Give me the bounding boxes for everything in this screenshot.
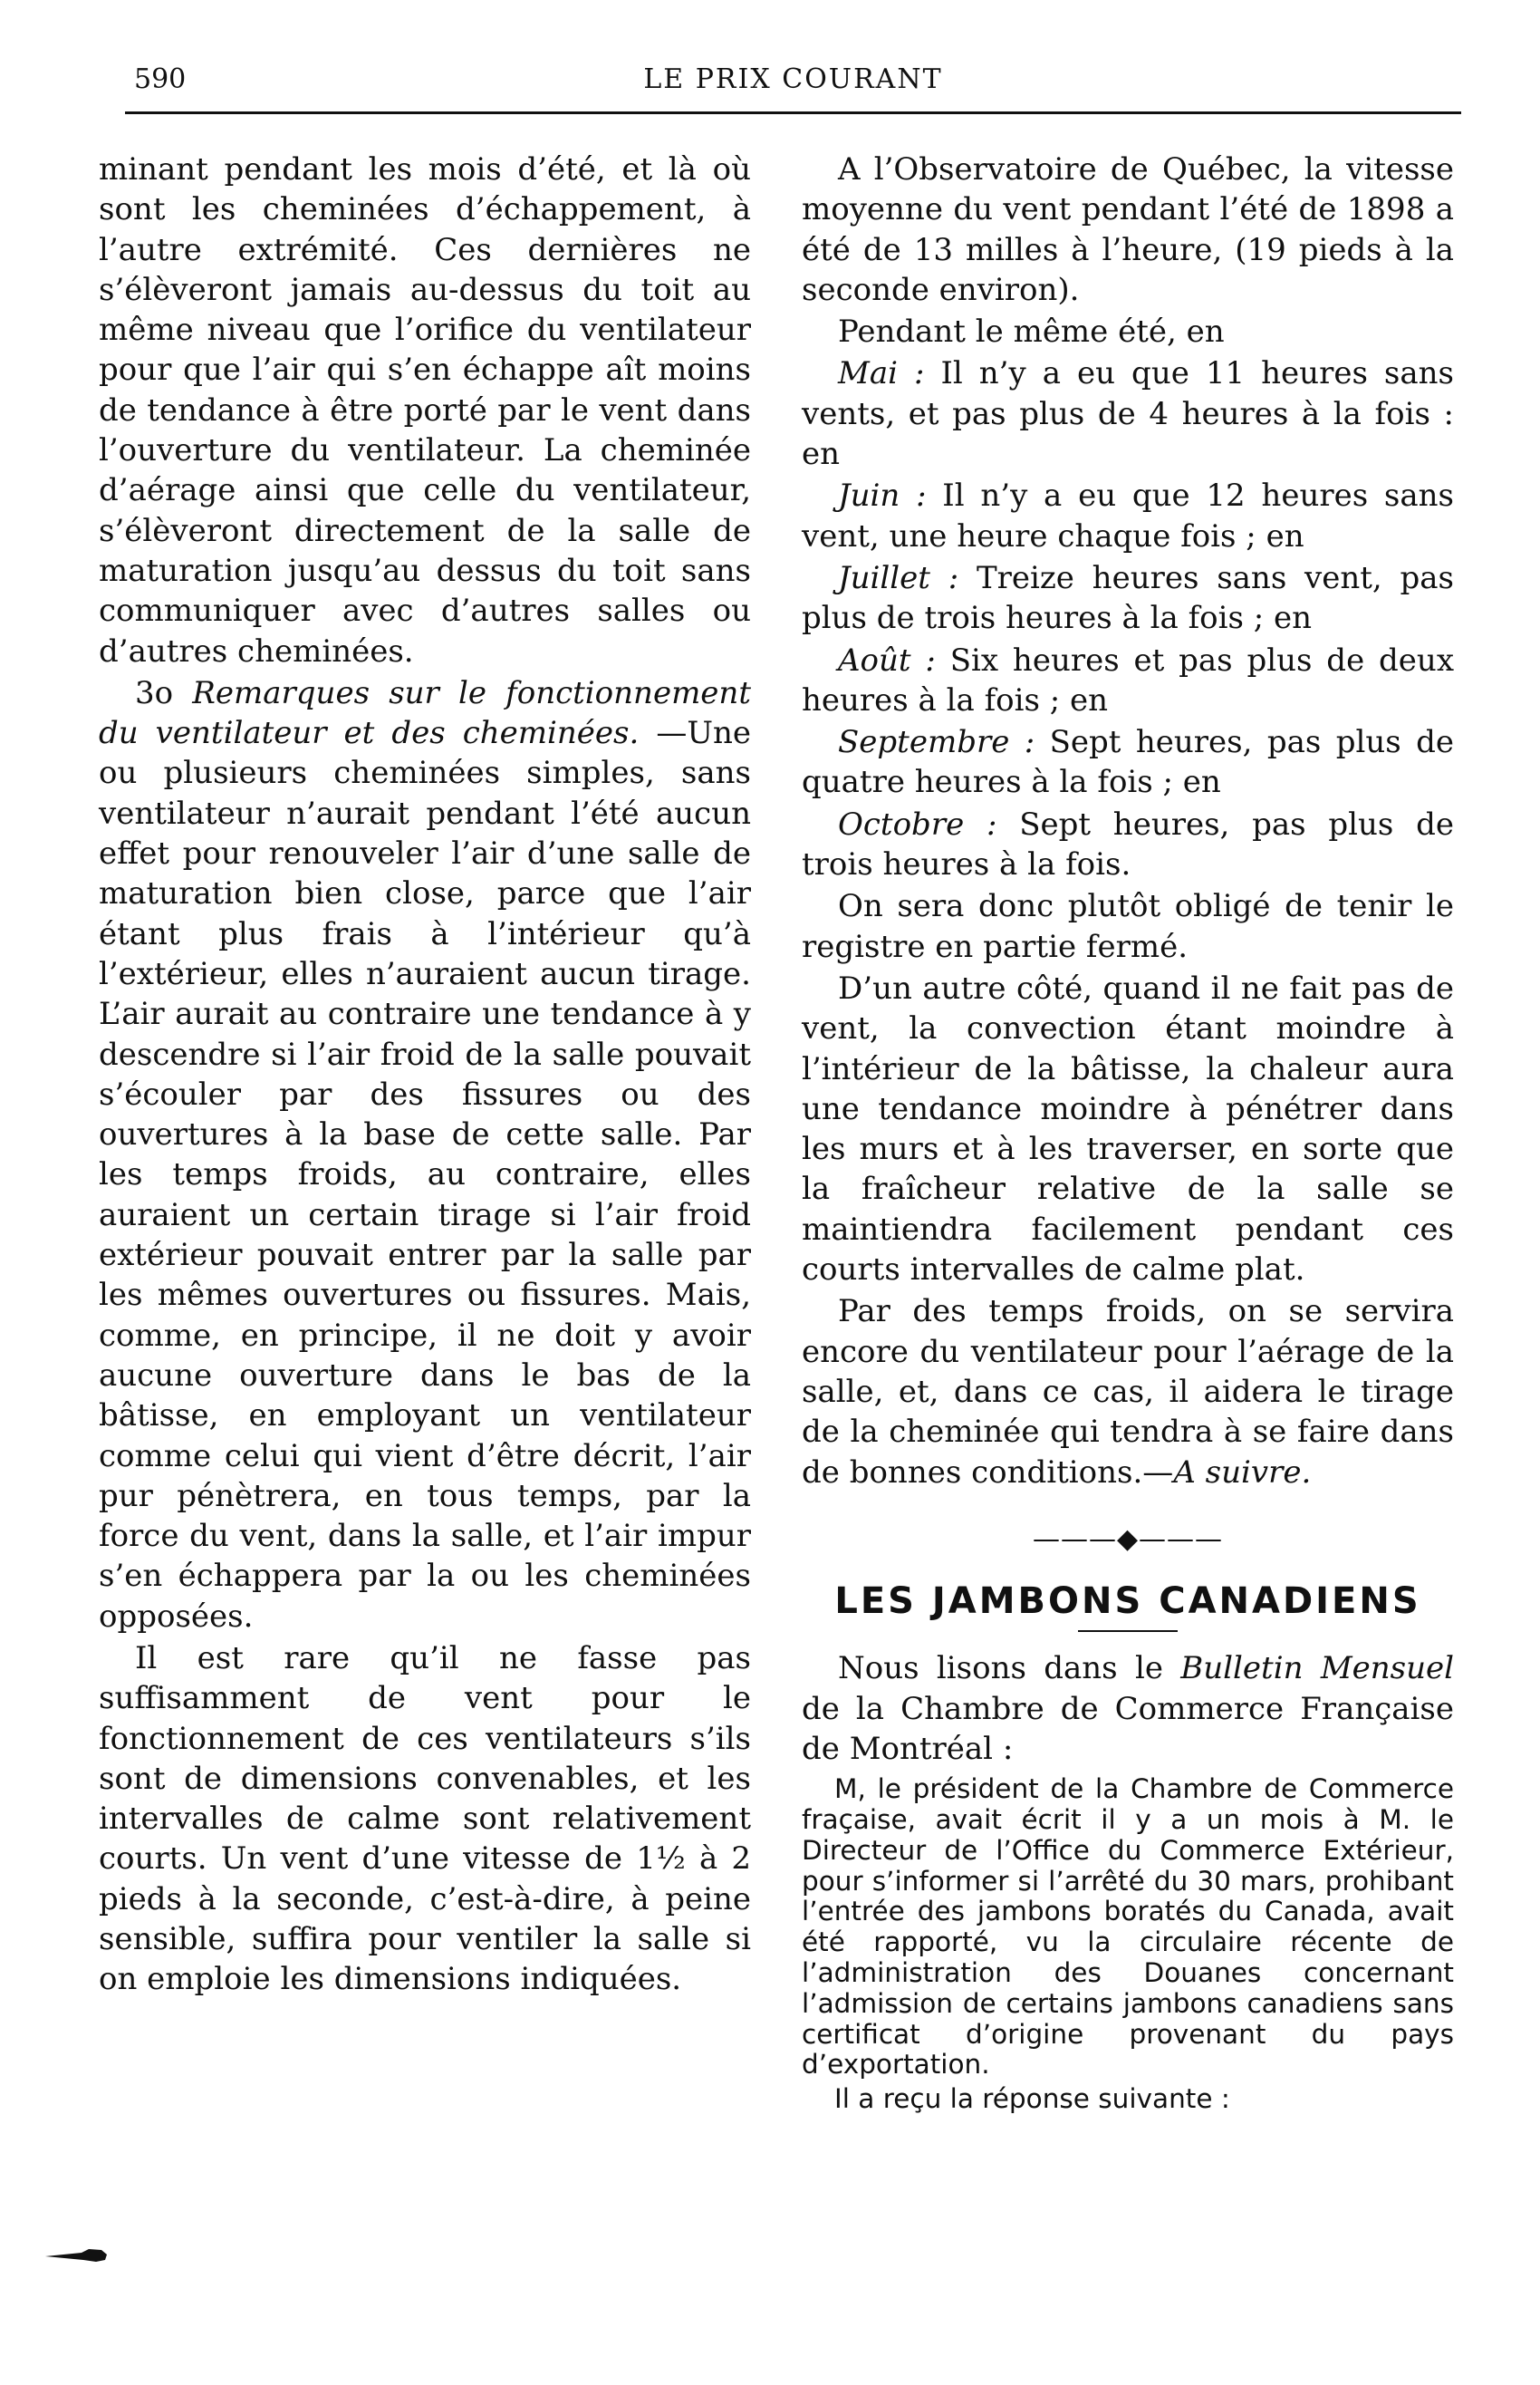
- month-name: Septembre :: [838, 724, 1035, 761]
- month-text: Il n’y a eu que 12 heures sans vent, une heure chaque fois ; en: [802, 478, 1455, 555]
- month-name: Juin :: [838, 478, 927, 515]
- intro-pre: Nous lisons dans le: [838, 1650, 1181, 1687]
- month-name: Août :: [838, 642, 936, 679]
- quoted-reply-intro: Il a reçu la réponse suivante :: [834, 2083, 1230, 2115]
- month-entry: [802, 558, 1454, 639]
- month-entry: [802, 641, 1454, 721]
- month-entry: [802, 805, 1454, 885]
- remarks-number: 3o: [135, 674, 193, 711]
- paragraph-same-summer: Pendant le même été, en: [838, 314, 1225, 351]
- remarks-heading: Remarques sur le fonctionnement du ventilateur et des cheminées.: [99, 674, 751, 752]
- paragraph-wind: Il est rare qu’il ne fasse pas suffisamment de vent pour le fonctionnement de ces ventilateurs s’ils sont de dimensions convenables, et les intervalles de calme sont relativement courts. Un vent d’une vitesse de 1½ à 2 pieds à la seconde, c’est-à-dire, à peine sensible, suffira pour ventiler la salle si on emploie les dimensions indiquées.: [99, 1639, 751, 1998]
- right-column: [802, 150, 1454, 2115]
- cold-weather-body: Par des temps froids, on se servira encore du ventilateur pour l’aérage de la salle, et, dans ce cas, il aidera le tirage de la cheminée qui tendra à se faire dans de bonnes conditions.—: [802, 1293, 1454, 1491]
- month-name: Juillet :: [838, 559, 959, 596]
- page-header: [125, 54, 1461, 109]
- paragraph-convection: D’un autre côté, quand il ne fait pas de vent, la convection étant moindre à l’intérieur de la bâtisse, la chaleur aura une tendance moindre à pénétrer dans les murs et à les traverser, en sorte que la fraîcheur relative de la salle se maintiendra facilement pendant ces courts intervalles de calme plat.: [802, 970, 1454, 1289]
- running-title: LE PRIX COURANT: [643, 63, 943, 95]
- section-title: LES JAMBONS CANADIENS: [834, 1580, 1421, 1623]
- header-rule: [125, 111, 1461, 114]
- paragraph-cold-weather: [802, 1291, 1454, 1492]
- bulletin-title: Bulletin Mensuel: [1180, 1650, 1454, 1687]
- month-text: Il n’y a eu que 11 heures sans vents, et pas plus de 4 heures à la fois : en: [802, 355, 1454, 473]
- intro-post: de la Chambre de Commerce Française de Montréal :: [802, 1690, 1454, 1767]
- page-number: 590: [134, 63, 187, 95]
- to-be-continued: A suivre.: [1173, 1453, 1312, 1491]
- month-text: Sept heures, pas plus de quatre heures à la fois ; en: [802, 724, 1455, 801]
- month-entry: [802, 476, 1454, 556]
- month-entry: [802, 353, 1454, 474]
- month-name: Octobre :: [838, 806, 997, 843]
- pointing-hand-icon: [45, 2247, 109, 2265]
- paragraph-intro: [802, 1648, 1454, 1769]
- paragraph-remarks: [99, 673, 751, 1637]
- quoted-letter: M, le président de la Chambre de Commerce fraçaise, avait écrit il y a un mois à M. le Directeur de l’Office du Commerce Extérieur, pour s’informer si l’arrêté du 30 mars, prohibant l’entrée des jambons boratés du Canada, avait été rapporté, vu la circulaire récente de l’administration des Douanes concernant l’admission de certains jambons canadiens sans certificat d’origine provenant du pays d’exportation.: [802, 1773, 1454, 2081]
- month-name: Mai :: [838, 355, 925, 392]
- paragraph-continuation: minant pendant les mois d’été, et là où sont les cheminées d’échappement, à l’autre extrémité. Ces dernières ne s’élèveront jamais au-dessus du toit au même niveau que l’orifice du ventilateur pour que l’air qui s’en échappe aît moins de tendance à être porté par le vent dans l’ouverture du ventilateur. La cheminée d’aérage ainsi que celle du ventilateur, s’élèveront directement de la salle de maturation jusqu’au dessus du toit sans communiquer avec d’autres salles ou d’autres cheminées.: [99, 151, 751, 670]
- title-rule: [1078, 1630, 1178, 1632]
- ornament-divider: ———◆———: [1032, 1522, 1224, 1555]
- month-text: Six heures et pas plus de deux heures à la fois ; en: [802, 642, 1454, 719]
- remarks-body: —Une ou plusieurs cheminées simples, sans ventilateur n’aurait pendant l’été aucun effet pour renouveler l’air d’une salle de maturation bien close, parce que l’air étant plus frais à l’intérieur qu’à l’extérieur, elles n’auraient aucun tirage. L’air aurait au contraire une tendance à y descendre si l’air froid de la salle pouvait s’écouler par des fissures ou des ouvertures à la base de cette salle. Par les temps froids, au contraire, elles auraient un certain tirage si l’air froid extérieur pouvait entrer par la salle par les mêmes ouvertures ou fissures. Mais, comme, en principe, il ne doit y avoir aucune ouverture dans le bas de la bâtisse, en employant un ventilateur comme celui qui vient d’être décrit, l’air pur pénètrera, en tous temps, par la force du vent, dans la salle, et l’air impur s’en échappera par la ou les cheminées opposées.: [99, 715, 751, 1635]
- paragraph-observatory: A l’Observatoire de Québec, la vitesse moyenne du vent pendant l’été de 1898 a été de 13 milles à l’heure, (19 pieds à la seconde environ).: [802, 151, 1454, 308]
- paragraph-register: On sera donc plutôt obligé de tenir le registre en partie fermé.: [802, 888, 1454, 965]
- month-entry: [802, 722, 1454, 803]
- month-text: Sept heures, pas plus de trois heures à la fois.: [802, 806, 1455, 884]
- left-column: [99, 150, 751, 2000]
- month-text: Treize heures sans vent, pas plus de trois heures à la fois ; en: [802, 559, 1454, 637]
